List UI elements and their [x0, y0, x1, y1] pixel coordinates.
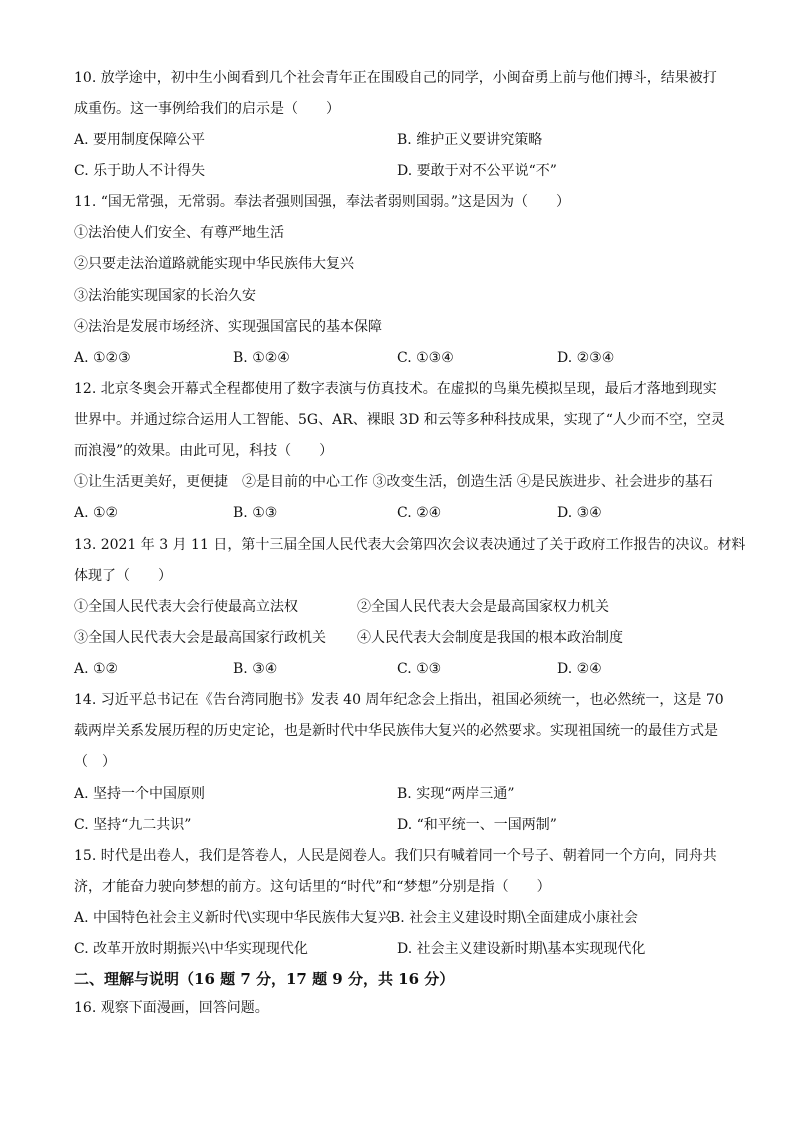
- q12-option-a: A. ①②: [74, 505, 119, 521]
- q10-option-c: C. 乐于助人不计得失: [74, 163, 206, 179]
- q14-option-a: A. 坚持一个中国原则: [74, 786, 206, 802]
- q14-stem-line3: （ ）: [74, 754, 116, 770]
- q13-statement-1: ①全国人民代表大会行使最高立法权: [74, 599, 298, 615]
- q13-statement-4: ④人民代表大会制度是我国的根本政治制度: [357, 630, 623, 646]
- q16-stem: 16. 观察下面漫画，回答问题。: [74, 1000, 269, 1016]
- q14-option-b: B. 实现“两岸三通”: [397, 786, 515, 802]
- q15-stem-line1: 15. 时代是出卷人，我们是答卷人，人民是阅卷人。我们只有喊着同一个号子、朝着同一个方向，同舟共: [74, 848, 717, 864]
- q13-statement-2: ②全国人民代表大会是最高国家权力机关: [357, 599, 609, 615]
- q14-stem-line1: 14. 习近平总书记在《告台湾同胞书》发表 40 周年纪念会上指出，祖国必须统一，也必然统一，这是 70: [74, 692, 724, 708]
- q14-option-d: D. “和平统一、一国两制”: [397, 817, 557, 833]
- q13-option-d: D. ②④: [557, 661, 602, 677]
- section-2-heading: 二、理解与说明（16 题 7 分，17 题 9 分，共 16 分）: [74, 970, 455, 988]
- q10-option-d: D. 要敢于对不公平说“不”: [397, 163, 557, 179]
- q10-option-a: A. 要用制度保障公平: [74, 132, 206, 148]
- q15-stem-line2: 济，才能奋力驶向梦想的前方。这句话里的“时代”和“梦想”分别是指（ ）: [74, 879, 551, 895]
- q12-statements: ①让生活更美好，更便捷 ②是目前的中心工作 ③改变生活，创造生活 ④是民族进步、社会进步的基石: [74, 474, 713, 490]
- q13-option-b: B. ③④: [233, 661, 278, 677]
- q13-option-a: A. ①②: [74, 661, 119, 677]
- q11-statement-1: ①法治使人们安全、有尊严地生活: [74, 225, 284, 241]
- q11-option-a: A. ①②③: [74, 350, 131, 366]
- q15-option-d: D. 社会主义建设新时期\基本实现现代化: [397, 941, 646, 957]
- q11-statement-3: ③法治能实现国家的长治久安: [74, 288, 256, 304]
- q15-option-c: C. 改革开放时期振兴\中华实现现代化: [74, 941, 308, 957]
- q11-stem: 11. “国无常强，无常弱。奉法者强则国强，奉法者弱则国弱。”这是因为（ ）: [74, 194, 571, 210]
- q10-option-b: B. 维护正义要讲究策略: [397, 132, 543, 148]
- q13-statement-3: ③全国人民代表大会是最高国家行政机关: [74, 630, 326, 646]
- q12-stem-line1: 12. 北京冬奥会开幕式全程都使用了数字表演与仿真技术。在虚拟的鸟巢先模拟呈现，最后才落地到现实: [74, 381, 717, 397]
- q14-option-c: C. 坚持“九二共识”: [74, 817, 192, 833]
- q15-option-a: A. 中国特色社会主义新时代\实现中华民族伟大复兴: [74, 910, 392, 926]
- q13-stem-line2: 体现了（ ）: [74, 568, 172, 584]
- q11-option-b: B. ①②④: [233, 350, 290, 366]
- q11-statement-4: ④法治是发展市场经济、实现强国富民的基本保障: [74, 319, 382, 335]
- q10-stem-line2: 成重伤。这一事例给我们的启示是（ ）: [74, 101, 340, 117]
- q14-stem-line2: 载两岸关系发展历程的历史定论，也是新时代中华民族伟大复兴的必然要求。实现祖国统一的最佳方式是: [74, 723, 718, 739]
- q12-option-c: C. ②④: [397, 505, 442, 521]
- q12-stem-line2: 世界中。并通过综合运用人工智能、5G、AR、裸眼 3D 和云等多种科技成果，实现了“人少而不空，空灵: [74, 412, 725, 428]
- q11-statement-2: ②只要走法治道路就能实现中华民族伟大复兴: [74, 256, 354, 272]
- q11-option-c: C. ①③④: [397, 350, 454, 366]
- q13-option-c: C. ①③: [397, 661, 442, 677]
- q13-stem-line1: 13. 2021 年 3 月 11 日，第十三届全国人民代表大会第四次会议表决通过了关于政府工作报告的决议。材料: [74, 537, 746, 553]
- q11-option-d: D. ②③④: [557, 350, 615, 366]
- q10-stem-line1: 10. 放学途中，初中生小闽看到几个社会青年正在围殴自己的同学，小闽奋勇上前与他们搏斗，结果被打: [74, 70, 717, 86]
- q15-option-b: B. 社会主义建设时期\全面建成小康社会: [390, 910, 638, 926]
- q12-option-d: D. ③④: [557, 505, 602, 521]
- q12-option-b: B. ①③: [233, 505, 278, 521]
- q12-stem-line3: 而浪漫”的效果。由此可见，科技（ ）: [74, 443, 334, 459]
